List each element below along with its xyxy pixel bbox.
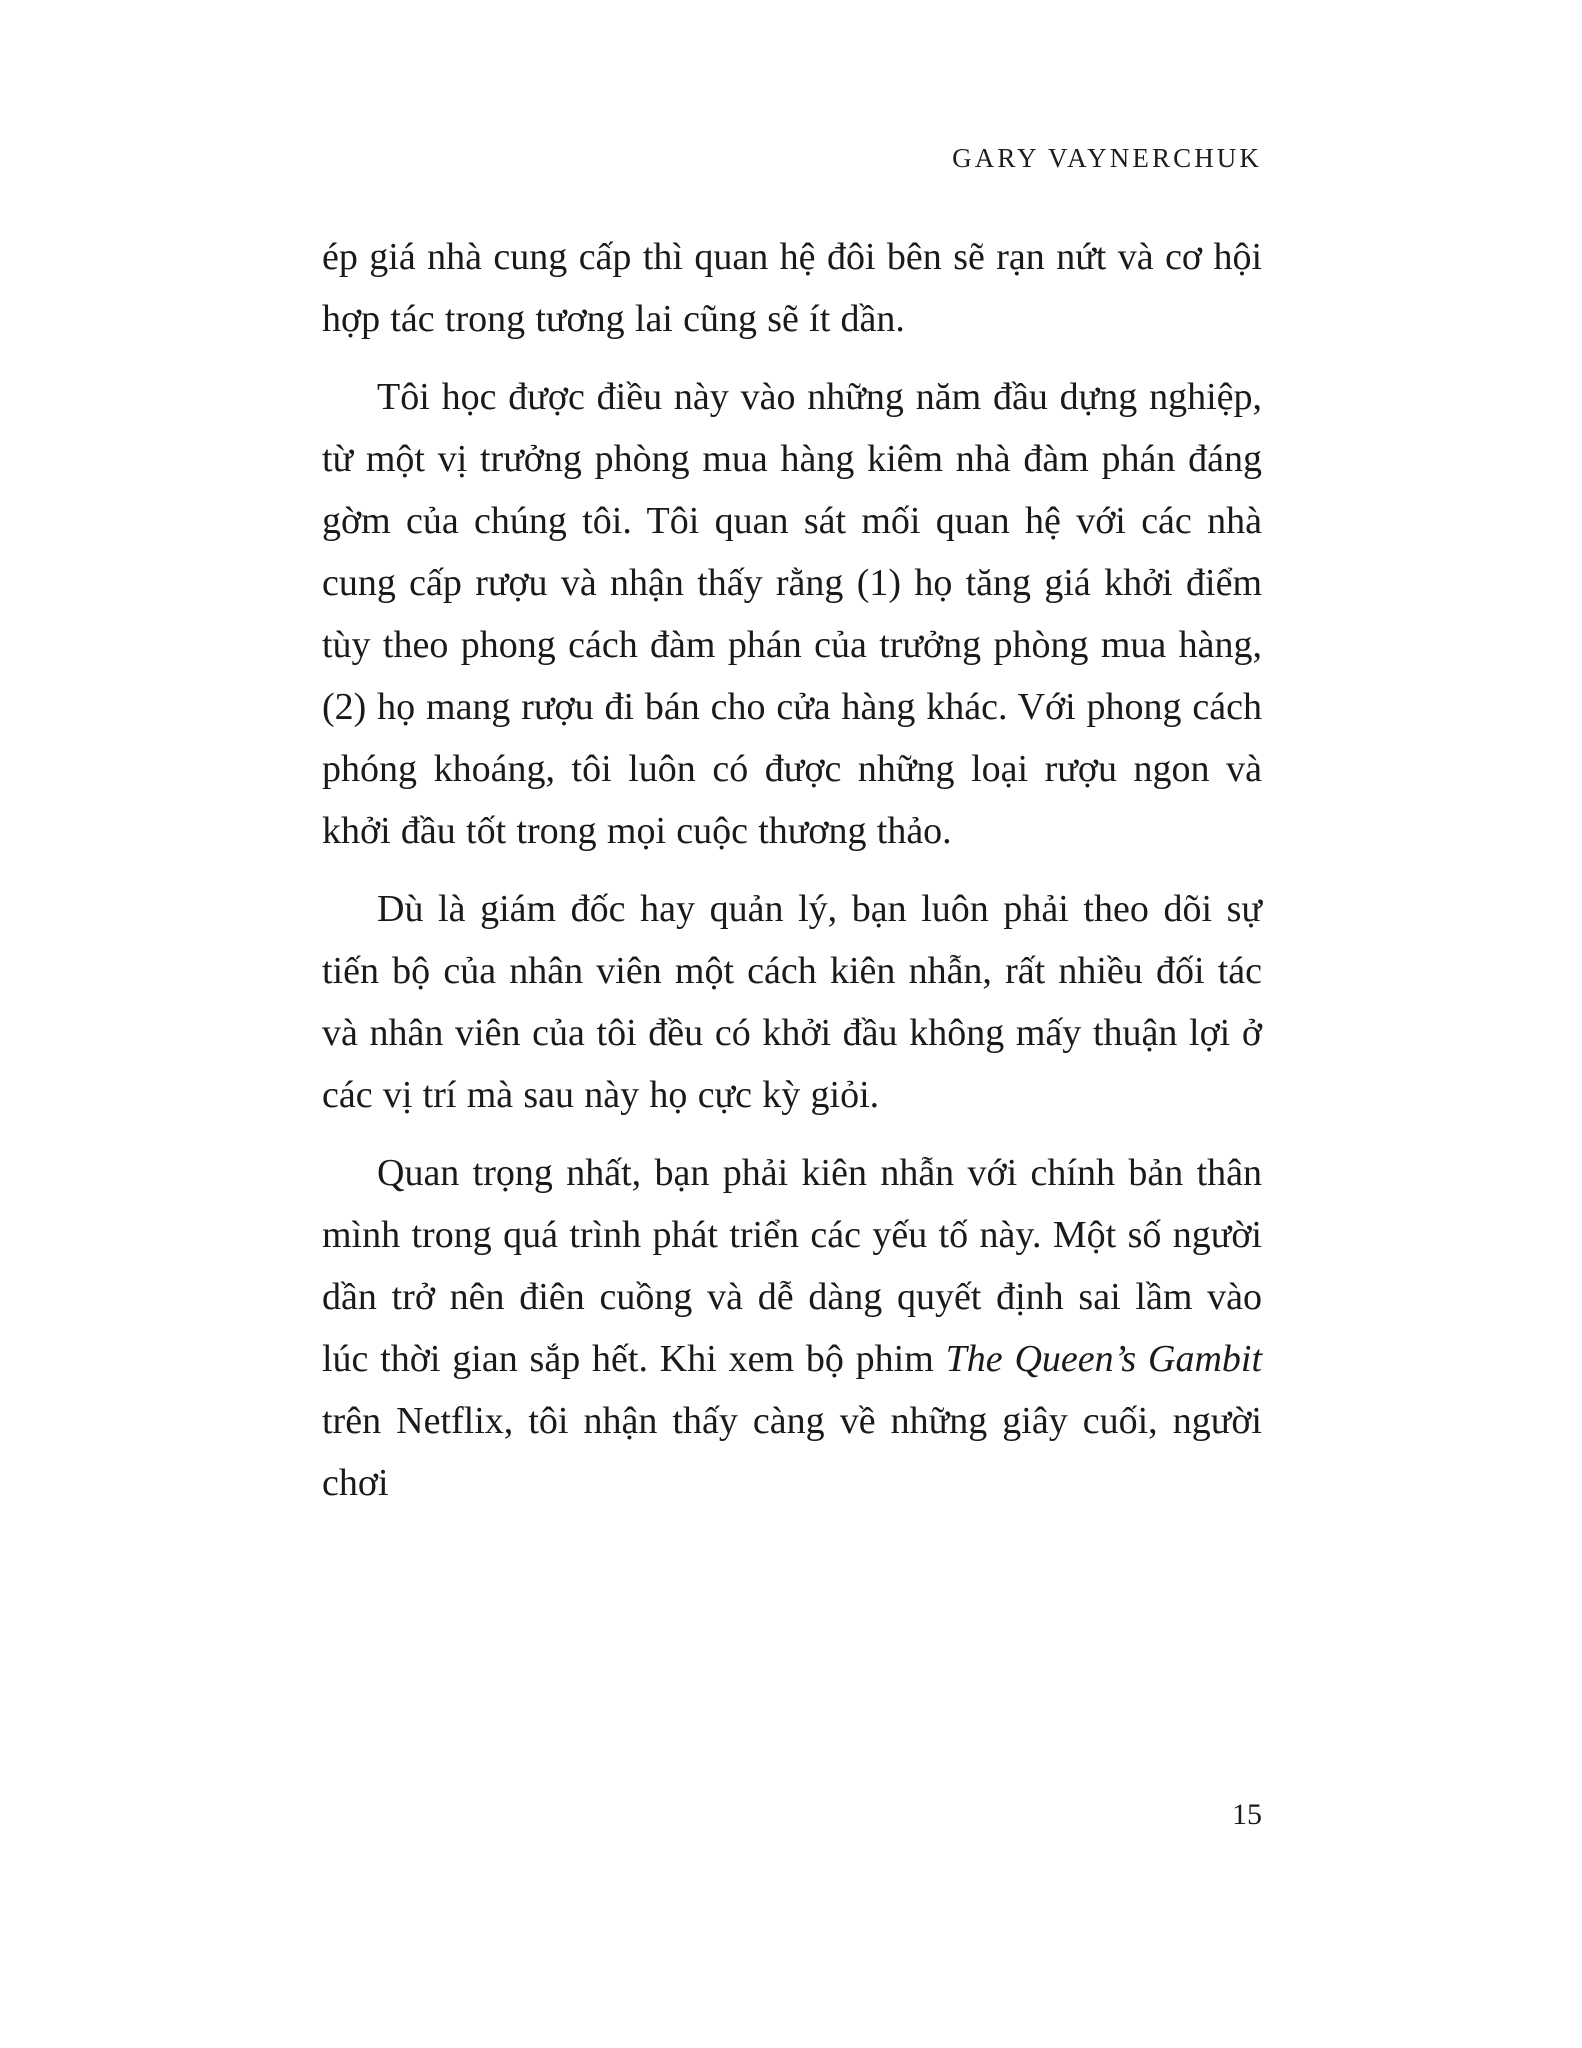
paragraph-3: Dù là giám đốc hay quản lý, bạn luôn phải theo dõi sự tiến bộ của nhân viên một cách kiên nhẫn, rất nhiều đối tác và nhân viên của tôi đều có khởi đầu không mấy thuận lợi ở các vị trí mà sau này họ cực kỳ giỏi. [322, 888, 1262, 1116]
body-text-block [322, 226, 1262, 1514]
page-number: 15 [1232, 1798, 1262, 1831]
paragraph-1: ép giá nhà cung cấp thì quan hệ đôi bên sẽ rạn nứt và cơ hội hợp tác trong tương lai cũng sẽ ít dần. [322, 236, 1262, 340]
paragraph-4-text-before: Quan trọng nhất, bạn phải kiên nhẫn với chính bản thân mình trong quá trình phát triển các yếu tố này. Một số người dần trở nên điên cuồng và dễ dàng quyết định sai lầm vào lúc thời gian sắp hết. Khi xem bộ phim [322, 1152, 1262, 1380]
paragraph-2: Tôi học được điều này vào những năm đầu dựng nghiệp, từ một vị trưởng phòng mua hàng kiêm nhà đàm phán đáng gờm của chúng tôi. Tôi quan sát mối quan hệ với các nhà cung cấp rượu và nhận thấy rằng (1) họ tăng giá khởi điểm tùy theo phong cách đàm phán của trưởng phòng mua hàng, (2) họ mang rượu đi bán cho cửa hàng khác. Với phong cách phóng khoáng, tôi luôn có được những loại rượu ngon và khởi đầu tốt trong mọi cuộc thương thảo. [322, 376, 1262, 852]
film-title-italic: The Queen’s Gambit [945, 1338, 1262, 1380]
paragraph-4 [322, 1142, 1262, 1514]
running-head: GARY VAYNERCHUK [952, 143, 1262, 173]
paragraph-4-text-after: trên Netflix, tôi nhận thấy càng về những giây cuối, người chơi [322, 1400, 1262, 1504]
